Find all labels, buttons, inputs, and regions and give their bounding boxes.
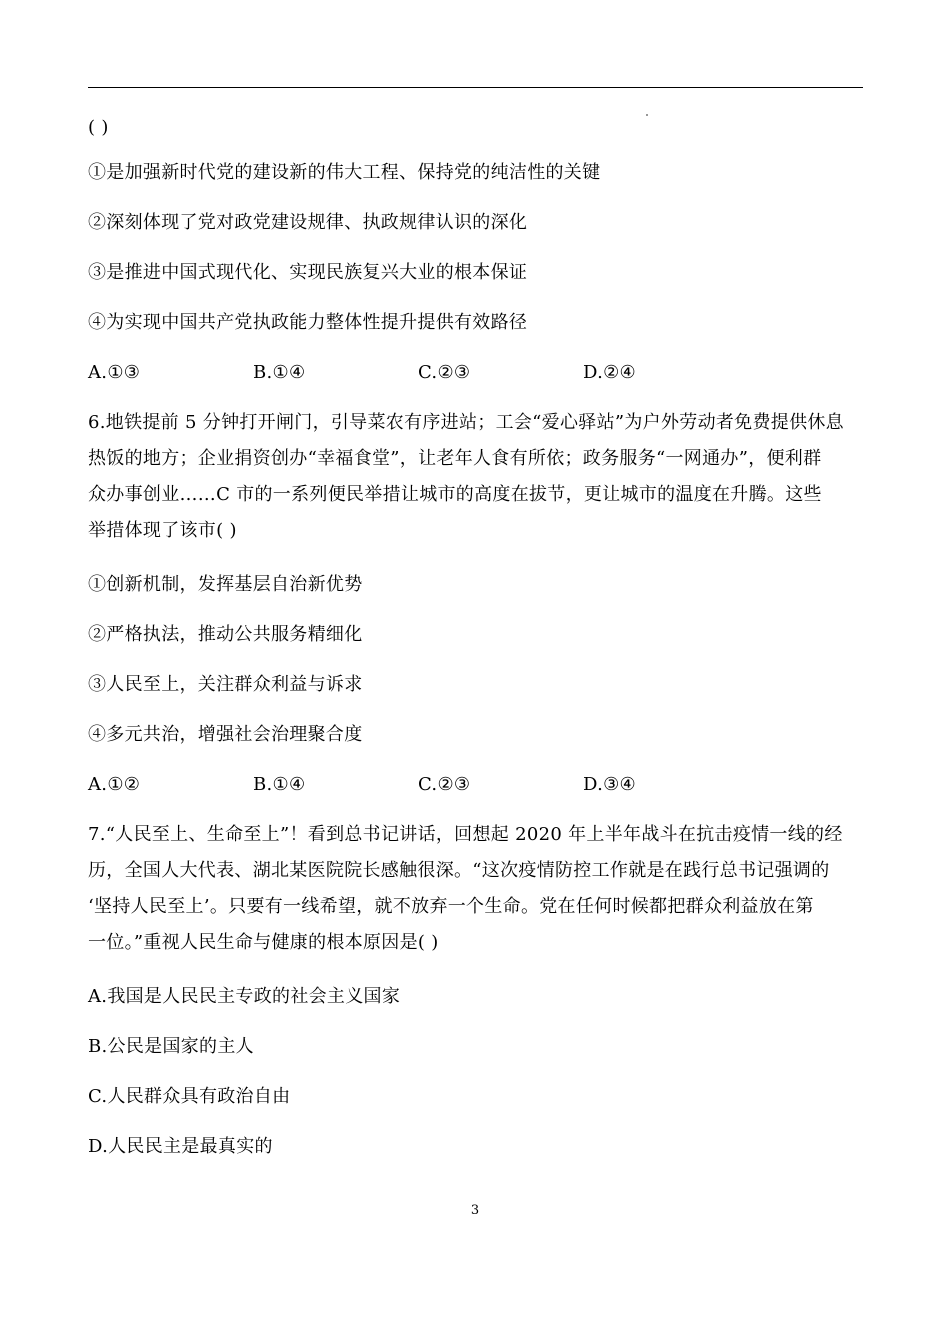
q6-option-b: B.①④ [253,774,306,795]
q5-option-b: B.①④ [253,362,306,383]
q6-item-2: ②严格执法，推动公共服务精细化 [88,624,363,645]
q5-option-a: A.①③ [88,362,141,383]
q5-item-1: ①是加强新时代党的建设新的伟大工程、保持党的纯洁性的关键 [88,162,601,183]
page-number: 3 [470,1203,480,1218]
q5-item-4: ④为实现中国共产党执政能力整体性提升提供有效路径 [88,312,528,333]
q6-stem [88,405,866,549]
q6-stem-line-1: 6.地铁提前 5 分钟打开闸门，引导菜农有序进站；工会“爱心驿站”为户外劳动者免费提供休息 [88,412,844,433]
q6-stem-line-3: 众办事创业……C 市的一系列便民举措让城市的高度在拔节，更让城市的温度在升腾。这些 [88,484,822,505]
q6-option-a: A.①② [88,774,141,795]
q5-option-c: C.②③ [418,362,471,383]
q7-stem-line-3: ‘坚持人民至上’。只要有一线希望，就不放弃一个生命。党在任何时候都把群众利益放在第 [88,896,814,917]
q5-paren: ( ) [88,117,109,138]
q6-item-4: ④多元共治，增强社会治理聚合度 [88,724,363,745]
q6-stem-line-2: 热饭的地方；企业捐资创办“幸福食堂”，让老年人食有所依；政务服务“一网通办”，便利群 [88,448,822,469]
q7-option-b: B.公民是国家的主人 [88,1036,254,1057]
q5-item-2: ②深刻体现了党对政党建设规律、执政规律认识的深化 [88,212,528,233]
q7-stem [88,817,866,961]
q6-option-d: D.③④ [583,774,636,795]
q6-stem-line-4: 举措体现了该市( ) [88,520,237,541]
q7-stem-line-2: 历，全国人大代表、湖北某医院院长感触很深。“这次疫情防控工作就是在践行总书记强调的 [88,860,830,881]
q7-stem-line-4: 一位。”重视人民生命与健康的根本原因是( ) [88,932,439,953]
header-rule [88,87,863,88]
stray-dot [646,114,648,116]
q7-stem-line-1: 7.“人民至上、生命至上”！看到总书记讲话，回想起 2020 年上半年战斗在抗击疫情一线的经 [88,824,843,845]
q7-option-c: C.人民群众具有政治自由 [88,1086,291,1107]
q6-item-1: ①创新机制，发挥基层自治新优势 [88,574,363,595]
q5-option-d: D.②④ [583,362,636,383]
q6-item-3: ③人民至上，关注群众利益与诉求 [88,674,363,695]
q5-item-3: ③是推进中国式现代化、实现民族复兴大业的根本保证 [88,262,528,283]
q7-option-d: D.人民民主是最真实的 [88,1136,273,1157]
q6-option-c: C.②③ [418,774,471,795]
q7-option-a: A.我国是人民民主专政的社会主义国家 [88,986,401,1007]
